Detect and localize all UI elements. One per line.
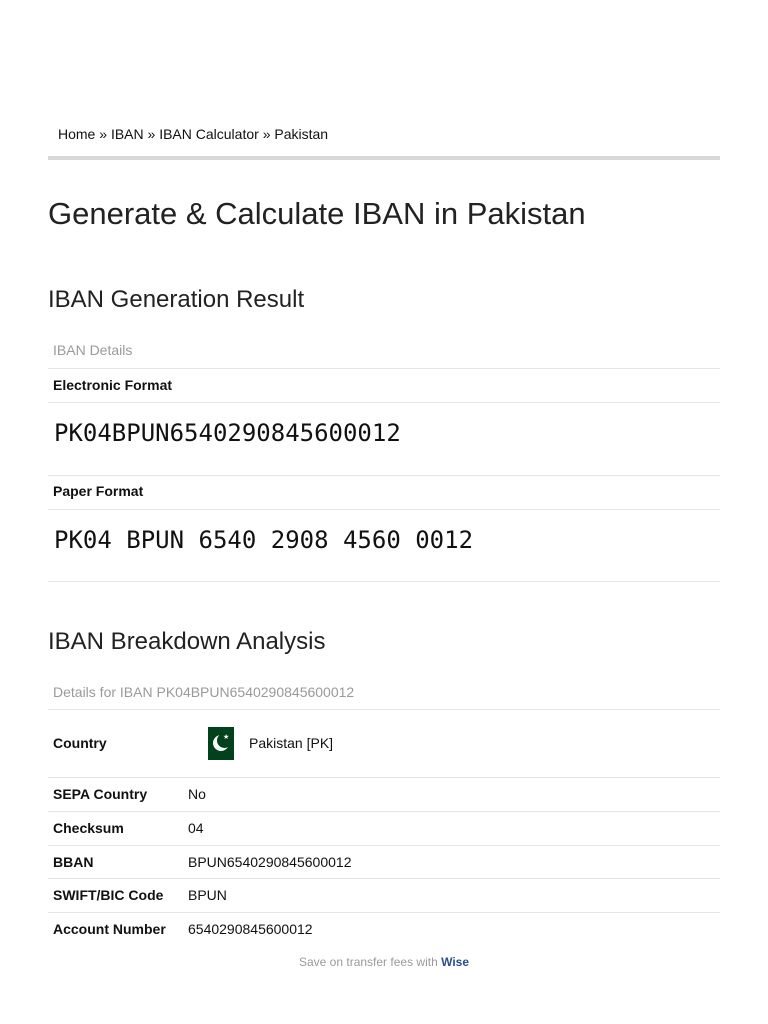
sepa-row <box>48 777 720 811</box>
generation-heading: IBAN Generation Result <box>48 286 305 313</box>
sepa-label: SEPA Country <box>53 786 148 802</box>
breadcrumb-separator: » <box>147 126 156 142</box>
swift-value: BPUN <box>188 887 227 903</box>
breadcrumb-calculator-link[interactable]: IBAN Calculator <box>159 126 259 142</box>
country-value: Pakistan [PK] <box>249 735 334 751</box>
breadcrumb-current: Pakistan <box>274 126 329 142</box>
country-label: Country <box>53 735 107 751</box>
breadcrumb-iban-link[interactable]: IBAN <box>110 126 144 142</box>
bban-row <box>48 845 720 879</box>
breadcrumb <box>58 126 328 142</box>
bban-label: BBAN <box>53 854 94 870</box>
account-value: 6540290845600012 <box>188 921 313 937</box>
iban-details-caption: IBAN Details <box>53 342 133 358</box>
sepa-value: No <box>188 786 206 802</box>
page-title: Generate & Calculate IBAN in Pakistan <box>48 196 586 231</box>
paper-format-label: Paper Format <box>53 483 144 499</box>
wise-link[interactable]: Wise <box>441 955 469 969</box>
section-divider <box>48 581 720 582</box>
footer-text: Save on transfer fees with <box>299 955 438 969</box>
paper-format-row <box>48 475 720 510</box>
breakdown-caption: Details for IBAN PK04BPUN6540290845600012 <box>53 684 355 700</box>
breadcrumb-separator: » <box>262 126 271 142</box>
pakistan-flag-icon: ★ <box>200 727 234 760</box>
electronic-format-value: PK04BPUN6540290845600012 <box>54 419 401 447</box>
footer-promo <box>0 955 768 969</box>
breadcrumb-divider <box>48 156 720 160</box>
swift-label: SWIFT/BIC Code <box>53 887 164 903</box>
country-row <box>48 709 720 777</box>
checksum-value: 04 <box>188 820 204 836</box>
electronic-format-label: Electronic Format <box>53 377 173 393</box>
account-label: Account Number <box>53 921 166 937</box>
breakdown-heading: IBAN Breakdown Analysis <box>48 628 326 655</box>
checksum-row <box>48 811 720 845</box>
breadcrumb-separator: » <box>99 126 108 142</box>
breadcrumb-home-link[interactable]: Home <box>58 126 96 142</box>
bban-value: BPUN6540290845600012 <box>188 854 352 870</box>
paper-format-value: PK04 BPUN 6540 2908 4560 0012 <box>54 526 474 554</box>
checksum-label: Checksum <box>53 820 124 836</box>
